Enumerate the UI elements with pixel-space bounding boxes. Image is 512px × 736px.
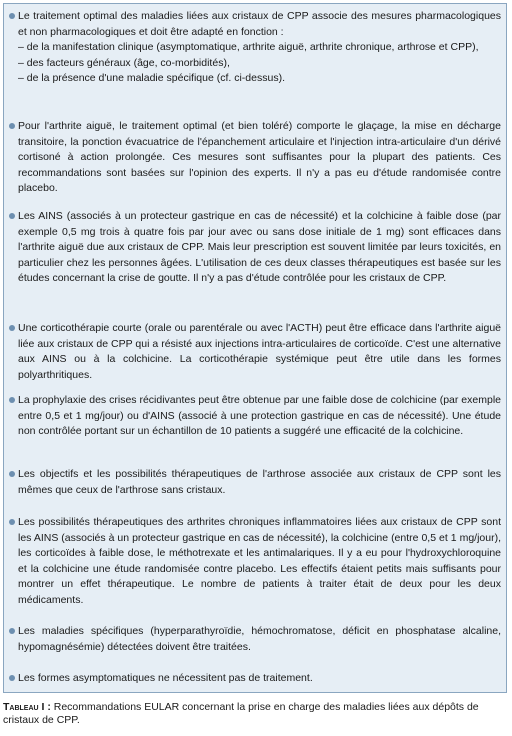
bullet-icon [9, 675, 15, 681]
item-text: Les possibilités thérapeutiques des arthrites chroniques inflammatoires liées aux cristaux de CPP sont les AINS (associés à un protecteur gastrique en cas de nécessité), la colchicine (entre 0,5 et 1 mg/jour), les corticoïdes à faible dose, le méthotrexate et les antimalariques. Il y a eu pour l'hydroxychloroquine et la colchicine une étude randomisée contre placebo. Les effectifs étaient petits mais suffisants pour montrer un effet thérapeutique. Le nombre de patients à traiter était de deux pour les deux médicaments. [18, 516, 501, 606]
bullet-icon [9, 519, 15, 525]
recommendation-item [9, 119, 501, 197]
recommendation-item [9, 209, 501, 287]
item-text: Les formes asymptomatiques ne nécessitent pas de traitement. [18, 672, 313, 684]
recommendation-item [9, 467, 501, 498]
caption-text: Recommandations EULAR concernant la prise en charge des maladies liées aux dépôts de cristaux de CPP. [3, 701, 479, 726]
sub-item: – de la présence d'une maladie spécifique (cf. ci-dessus). [18, 72, 285, 84]
table-caption [3, 701, 507, 727]
item-text: Les maladies spécifiques (hyperparathyroïdie, hémochromatose, déficit en phosphatase alcaline, hypomagnésémie) détectées doivent être traitées. [18, 625, 501, 653]
item-text: Une corticothérapie courte (orale ou parentérale ou avec l'ACTH) peut être efficace dans l'arthrite aiguë liée aux cristaux de CPP qui a résisté aux injections intra-articulaires de corticoïde. C'est une alternative aux AINS ou à la colchicine. La corticothérapie systémique peut être utile dans les formes polyarthritiques. [18, 322, 501, 381]
sub-item: – de la manifestation clinique (asymptomatique, arthrite aiguë, arthrite chronique, arthrose et CPP), [18, 41, 479, 53]
recommendation-item [9, 515, 501, 608]
bullet-icon [9, 213, 15, 219]
recommendation-item [9, 9, 501, 87]
bullet-icon [9, 471, 15, 477]
recommendation-item [9, 671, 501, 687]
recommendation-item [9, 393, 501, 440]
bullet-icon [9, 325, 15, 331]
item-text: La prophylaxie des crises récidivantes peut être obtenue par une faible dose de colchicine (par exemple entre 0,5 et 1 mg/jour) ou d'AINS (associé à une protection gastrique en cas de nécessité). Une étude non contrôlée portant sur un échantillon de 10 patients a suggéré une efficacité de la colchicine. [18, 394, 501, 437]
bullet-icon [9, 13, 15, 19]
bullet-icon [9, 397, 15, 403]
recommendations-box [3, 3, 507, 693]
caption-label: Tableau I : [3, 701, 51, 713]
item-text: Les objectifs et les possibilités thérapeutiques de l'arthrose associée aux cristaux de CPP sont les mêmes que ceux de l'arthrose sans cristaux. [18, 468, 501, 496]
item-text: Les AINS (associés à un protecteur gastrique en cas de nécessité) et la colchicine à faible dose (par exemple 0,5 mg trois à quatre fois par jour avec ou sans dose initiale de 1 mg) sont efficaces dans l'arthrite aiguë due aux cristaux de CPP. Mais leur prescription est souvent limitée par leurs toxicités, en particulier chez les personnes âgées. L'utilisation de ces deux classes thérapeutiques est basée sur les études concernant la crise de goutte. Il n'y a pas d'étude contrôlée pour les cristaux de CPP. [18, 210, 501, 284]
recommendation-item [9, 321, 501, 383]
item-text: Le traitement optimal des maladies liées aux cristaux de CPP associe des mesures pharmacologiques et non pharmacologiques et doit être adapté en fonction : [18, 10, 501, 38]
recommendation-item [9, 624, 501, 655]
item-text: Pour l'arthrite aiguë, le traitement optimal (et bien toléré) comporte le glaçage, la mise en décharge transitoire, la ponction évacuatrice de l'épanchement articulaire et l'injection intra-articulaire d'un dérivé cortisoné à action prolongée. Ces mesures sont suffisantes pour la plupart des patients. Ces recommandations sont basées sur l'opinion des experts. Il n'y a pas eu d'étude randomisée contre placebo. [18, 120, 501, 194]
bullet-icon [9, 123, 15, 129]
sub-item: – des facteurs généraux (âge, co-morbidités), [18, 56, 230, 69]
bullet-icon [9, 628, 15, 634]
